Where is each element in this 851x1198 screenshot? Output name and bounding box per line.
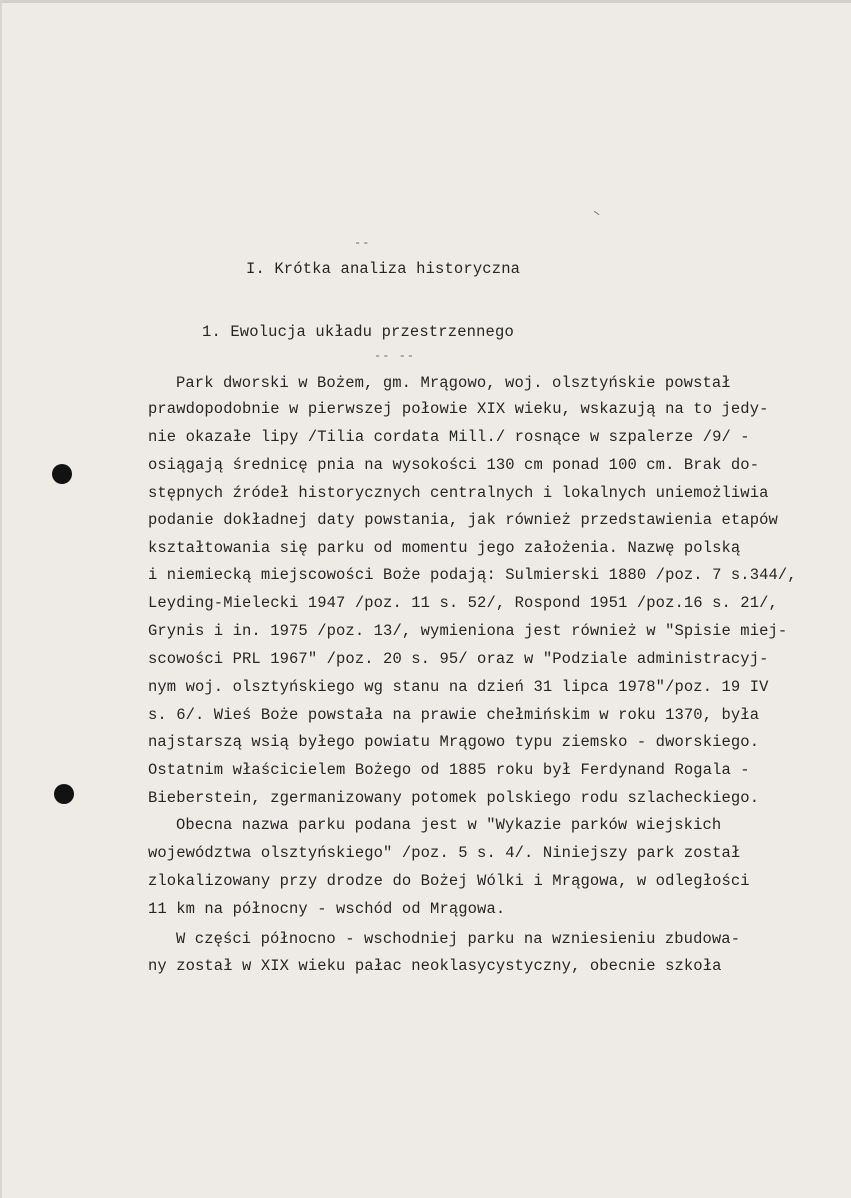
text-line: nym woj. olsztyńskiego wg stanu na dzień 31 lipca 1978"/poz. 19 IV bbox=[148, 678, 769, 696]
text-line: Park dworski w Bożem, gm. Mrągowo, woj. olsztyńskie powstał bbox=[176, 374, 731, 392]
text-line: najstarszą wsią byłego powiatu Mrągowo typu ziemsko - dworskiego. bbox=[148, 733, 760, 751]
text-line: scowości PRL 1967" /poz. 20 s. 95/ oraz w "Podziale administracyj- bbox=[148, 650, 769, 668]
punch-hole bbox=[52, 464, 72, 484]
text-line: Bieberstein, zgermanizowany potomek polskiego rodu szlacheckiego. bbox=[148, 789, 760, 807]
text-line: 11 km na północny - wschód od Mrągowa. bbox=[148, 900, 506, 918]
text-line: województwa olsztyńskiego" /poz. 5 s. 4/. Niniejszy park został bbox=[148, 844, 741, 862]
text-line: zlokalizowany przy drodze do Bożej Wólki i Mrągowa, w odległości bbox=[148, 872, 750, 890]
page-top-edge bbox=[2, 0, 851, 3]
stray-pen-mark bbox=[591, 211, 600, 220]
text-line: i niemiecką miejscowości Boże podają: Sulmierski 1880 /poz. 7 s.344/, bbox=[148, 566, 797, 584]
text-line: kształtowania się parku od momentu jego założenia. Nazwę polską bbox=[148, 539, 741, 557]
text-line: prawdopodobnie w pierwszej połowie XIX wieku, wskazują na to jedy- bbox=[148, 400, 769, 418]
dash-mark-middle: -- -- bbox=[374, 349, 416, 363]
text-line: ny został w XIX wieku pałac neoklasycystyczny, obecnie szkoła bbox=[148, 957, 722, 975]
text-line: s. 6/. Wieś Boże powstała na prawie chełmińskim w roku 1370, była bbox=[148, 706, 760, 724]
dash-mark-top: -- bbox=[354, 236, 371, 250]
subsection-heading: 1. Ewolucja układu przestrzennego bbox=[202, 323, 514, 341]
text-line: podanie dokładnej daty powstania, jak również przedstawienia etapów bbox=[148, 511, 778, 529]
section-heading: I. Krótka analiza historyczna bbox=[246, 260, 521, 278]
punch-hole bbox=[54, 784, 74, 804]
text-line: Leyding-Mielecki 1947 /poz. 11 s. 52/, Rospond 1951 /poz.16 s. 21/, bbox=[148, 594, 778, 612]
text-line: Obecna nazwa parku podana jest w "Wykazie parków wiejskich bbox=[176, 816, 722, 834]
text-line: nie okazałe lipy /Tilia cordata Mill./ rosnące w szpalerze /9/ - bbox=[148, 428, 750, 446]
text-line: Ostatnim właścicielem Bożego od 1885 roku był Ferdynand Rogala - bbox=[148, 761, 750, 779]
text-line: stępnych źródeł historycznych centralnych i lokalnych uniemożliwia bbox=[148, 484, 769, 502]
text-line: W części północno - wschodniej parku na wzniesieniu zbudowa- bbox=[176, 930, 741, 948]
text-line: osiągają średnicę pnia na wysokości 130 cm ponad 100 cm. Brak do- bbox=[148, 456, 760, 474]
text-line: Grynis i in. 1975 /poz. 13/, wymieniona jest również w "Spisie miej- bbox=[148, 622, 788, 640]
